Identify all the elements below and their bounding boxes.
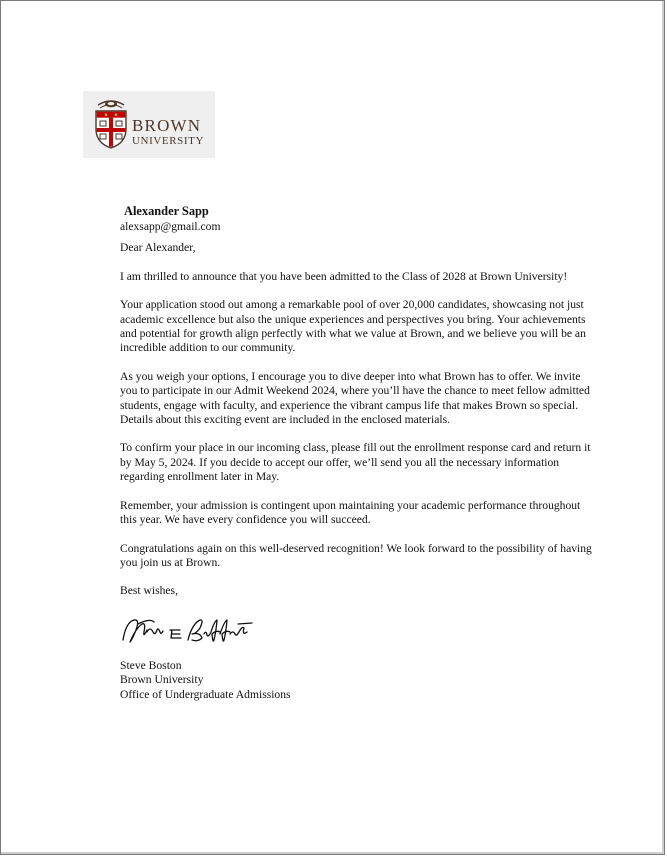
paragraph-admit-weekend: As you weigh your options, I encourage you to dive deeper into what Brown has to offer. We invite you to participate in our Admit Weekend 2024, where you’ll have the chance to meet fellow admitted students, engage with faculty, and experience the vibrant campus life that makes Brown so special. Details about this exciting event are included in the enclosed materials. [120,369,590,427]
logo-wordmark-university: UNIVERSITY [132,135,204,147]
recipient-email: alexsapp@gmail.com [120,220,221,233]
greeting: Dear Alexander, [120,241,196,255]
signer-name: Steve Boston [120,658,182,672]
signer-block [120,659,595,702]
closing: Best wishes, [120,584,178,598]
letter-body [120,203,595,702]
signer-organization: Brown University [120,673,204,687]
paragraph-confirm: To confirm your place in our incoming class, please fill out the enrollment response card and return it by May 5, 2024. If you decide to accept our offer, we’ll send you all the necessary information regarding enrollment later in May. [120,441,591,484]
logo-wordmark-brown: BROWN [132,116,202,135]
paragraph-admission: I am thrilled to announce that you have been admitted to the Class of 2028 at Brown University! [120,269,568,283]
paragraph-application: Your application stood out among a remarkable pool of over 20,000 candidates, showcasing not just academic excellence but also the unique experiences and perspectives you bring. Your achievements and potential for growth align perfectly with what we value at Brown, and we believe you will be an incredible addition to our community. [120,298,586,355]
signer-office: Office of Undergraduate Admissions [120,687,291,701]
brown-shield-icon [94,99,128,149]
recipient-name: Alexander Sapp [124,204,209,218]
signature [120,610,595,654]
handwritten-signature [120,610,255,650]
paragraph-contingent: Remember, your admission is contingent upon maintaining your academic performance throughout this year. We have every confidence you will succeed. [120,498,581,527]
brown-university-logo [83,91,215,158]
paragraph-congratulations: Congratulations again on this well-deserved recognition! We look forward to the possibility of having you join us at Brown. [120,541,592,569]
